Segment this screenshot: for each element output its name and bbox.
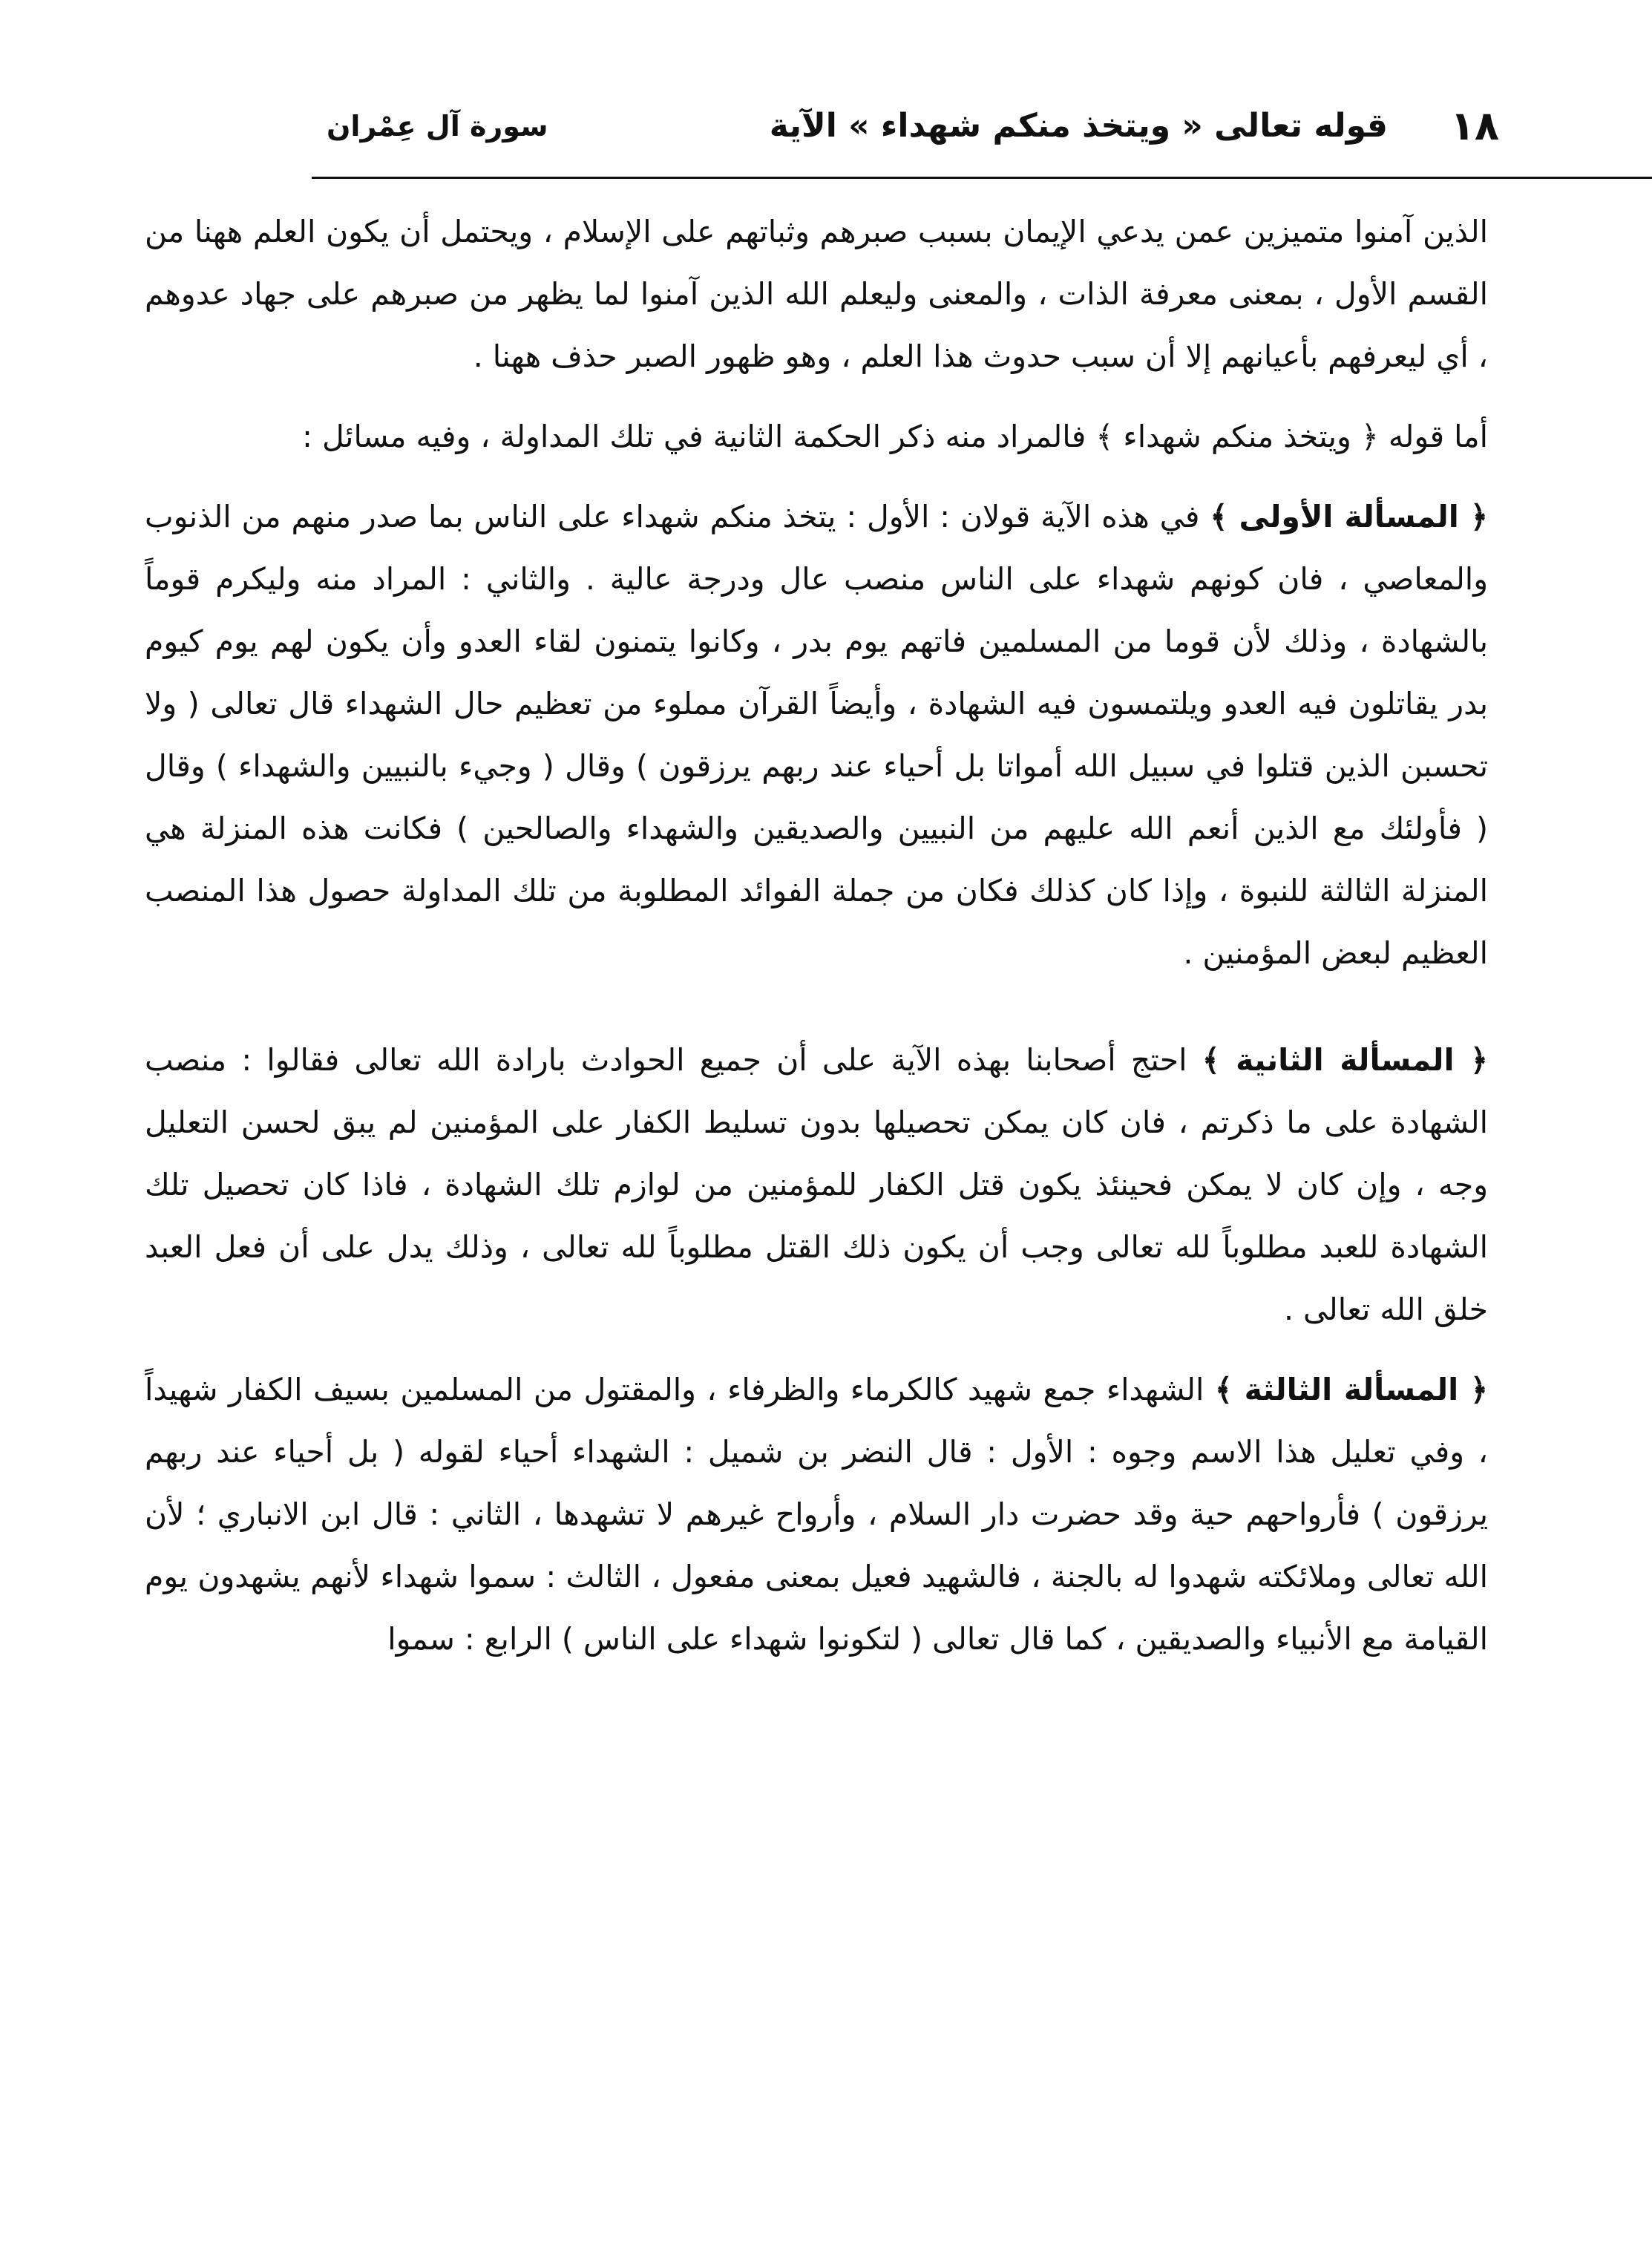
page-body <box>145 200 1488 1670</box>
page-number: ١٨ <box>1450 102 1499 149</box>
paragraph-1 <box>145 200 1488 387</box>
masala-1-heading: ﴿ المسألة الأولى ﴾ <box>1210 499 1488 534</box>
running-title: قوله تعالى « ويتخذ منكم شهداء » الآية <box>769 107 1388 145</box>
masala-3-text: الشهداء جمع شهيد كالكرماء والظرفاء ، والمقتول من المسلمين بسيف الكفار شهيداً ، وفي تعليل هذا الاسم وجوه : الأول : قال النضر بن شميل : الشهداء أحياء لقوله ( بل أحياء عند ربهم يرزقون ) فأرواحهم حية وقد حضرت دار السلام ، وأرواح غيرهم لا تشهدها ، الثاني : قال ابن الانباري ؛ لأن الله تعالى وملائكته شهدوا له بالجنة ، فالشهيد فعيل بمعنى مفعول ، الثالث : سموا شهداء لأنهم يشهدون يوم القيامة مع الأنبياء والصديقين ، كما قال تعالى ( لتكونوا شهداء على الناس ) الرابع : سموا <box>145 1372 1488 1657</box>
surah-name: سورة آل عِمْران <box>327 110 548 143</box>
paragraph-2-text: أما قوله ﴿ ويتخذ منكم شهداء ﴾ فالمراد منه ذكر الحكمة الثانية في تلك المداولة ، وفيه مسائل : <box>302 419 1488 454</box>
paragraph-masala-3 <box>145 1358 1488 1670</box>
masala-1-text: في هذه الآية قولان : الأول : يتخذ منكم شهداء على الناس بما صدر منهم من الذنوب والمعاصي ، فان كونهم شهداء على الناس منصب عال ودرجة عالية . والثاني : المراد منه وليكرم قوماً بالشهادة ، وذلك لأن قوما من المسلمين فاتهم يوم بدر ، وكانوا يتمنون لقاء العدو وأن يكون لهم يوم كيوم بدر يقاتلون فيه العدو ويلتمسون فيه الشهادة ، وأيضاً القرآن مملوء من تعظيم حال الشهداء قال تعالى ( ولا تحسبن الذين قتلوا في سبيل الله أمواتا بل أحياء عند ربهم يرزقون ) وقال ( وجيء بالنبيين والشهداء ) وقال ( فأولئك مع الذين أنعم الله عليهم من النبيين والصديقين والشهداء والصالحين ) فكانت هذه المنزلة هي المنزلة الثالثة للنبوة ، وإذا كان كذلك فكان من جملة الفوائد المطلوبة من تلك المداولة حصول هذا المنصب العظيم لبعض المؤمنين . <box>145 499 1488 971</box>
paragraph-1-text: الذين آمنوا متميزين عمن يدعي الإيمان بسبب صبرهم وثباتهم على الإسلام ، ويحتمل أن يكون العلم ههنا من القسم الأول ، بمعنى معرفة الذات ، والمعنى وليعلم الله الذين آمنوا لما يظهر من صبرهم على جهاد عدوهم ، أي ليعرفهم بأعيانهم إلا أن سبب حدوث هذا العلم ، وهو ظهور الصبر حذف ههنا . <box>145 214 1488 374</box>
paragraph-2 <box>145 405 1488 468</box>
masala-2-text: احتج أصحابنا بهذه الآية على أن جميع الحوادث بارادة الله تعالى فقالوا : منصب الشهادة على ما ذكرتم ، فان كان يمكن تحصيلها بدون تسليط الكفار على المؤمنين لم يبق لحسن التعليل وجه ، وإن كان لا يمكن فحينئذ يكون قتل الكفار للمؤمنين من لوازم تلك الشهادة ، فاذا كان تحصيل تلك الشهادة للعبد مطلوباً لله تعالى وجب أن يكون ذلك القتل مطلوباً لله تعالى ، وذلك يدل على أن فعل العبد خلق الله تعالى . <box>145 1042 1488 1327</box>
paragraph-masala-1 <box>145 485 1488 984</box>
page-header <box>304 89 1499 171</box>
paragraph-masala-2 <box>145 1029 1488 1341</box>
masala-2-heading: ﴿ المسألة الثانية ﴾ <box>1202 1042 1488 1078</box>
header-rule <box>312 177 1652 179</box>
masala-3-heading: ﴿ المسألة الثالثة ﴾ <box>1214 1372 1488 1407</box>
